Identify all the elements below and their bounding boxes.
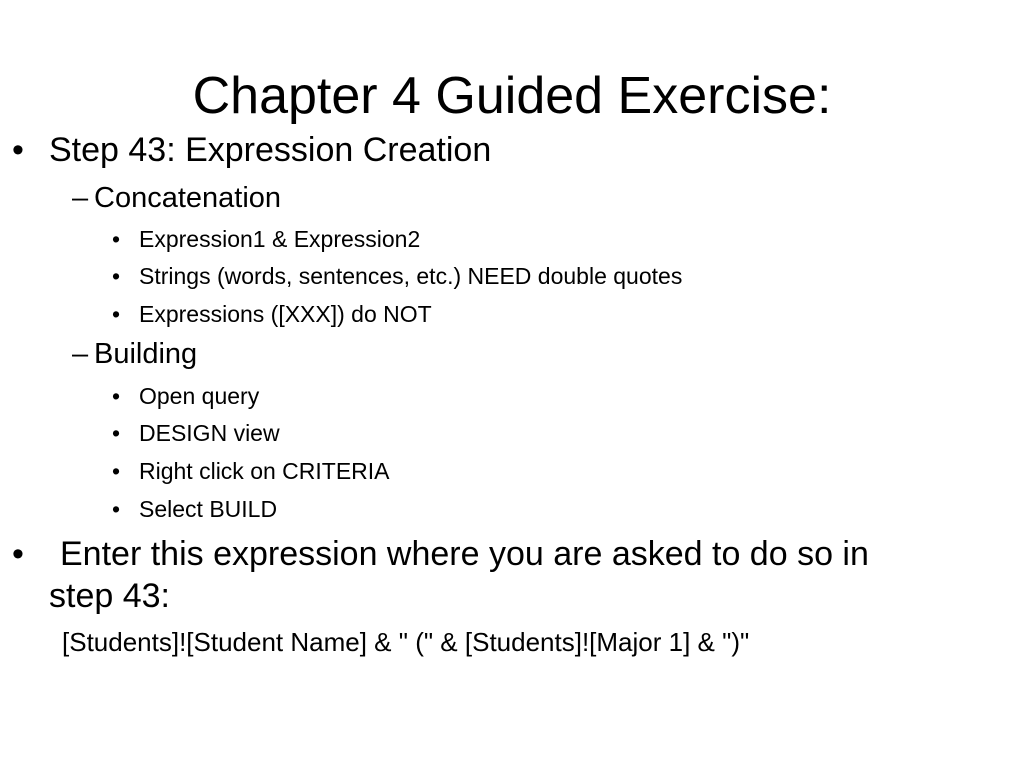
list-item: Expression1 & Expression2 bbox=[139, 226, 421, 252]
step-heading: Step 43: Expression Creation bbox=[49, 131, 492, 169]
list-item: Strings (words, sentences, etc.) NEED double quotes bbox=[139, 263, 683, 289]
bullet-icon: • bbox=[12, 535, 24, 573]
concatenation-heading: Concatenation bbox=[94, 182, 282, 214]
bullet-icon: • bbox=[12, 131, 24, 169]
bullet-icon: • bbox=[112, 226, 121, 252]
dash-icon: – bbox=[72, 338, 89, 370]
bullet-icon: • bbox=[112, 383, 121, 409]
list-item: Open query bbox=[139, 383, 260, 409]
list-item: Expressions ([XXX]) do NOT bbox=[139, 301, 432, 327]
bullet-icon: • bbox=[112, 458, 121, 484]
instruction-line-1: Enter this expression where you are asked to do so in bbox=[60, 535, 869, 573]
slide-title: Chapter 4 Guided Exercise: bbox=[192, 67, 832, 125]
expression-text: [Students]![Student Name] & " (" & [Students]![Major 1] & ")" bbox=[62, 627, 750, 657]
list-item: DESIGN view bbox=[139, 420, 280, 446]
list-item: Select BUILD bbox=[139, 496, 278, 522]
bullet-icon: • bbox=[112, 263, 121, 289]
bullet-icon: • bbox=[112, 420, 121, 446]
bullet-icon: • bbox=[112, 496, 121, 522]
bullet-icon: • bbox=[112, 301, 121, 327]
list-item: Right click on CRITERIA bbox=[139, 458, 390, 484]
instruction-line-2: step 43: bbox=[49, 577, 170, 615]
building-heading: Building bbox=[94, 338, 198, 370]
dash-icon: – bbox=[72, 182, 89, 214]
